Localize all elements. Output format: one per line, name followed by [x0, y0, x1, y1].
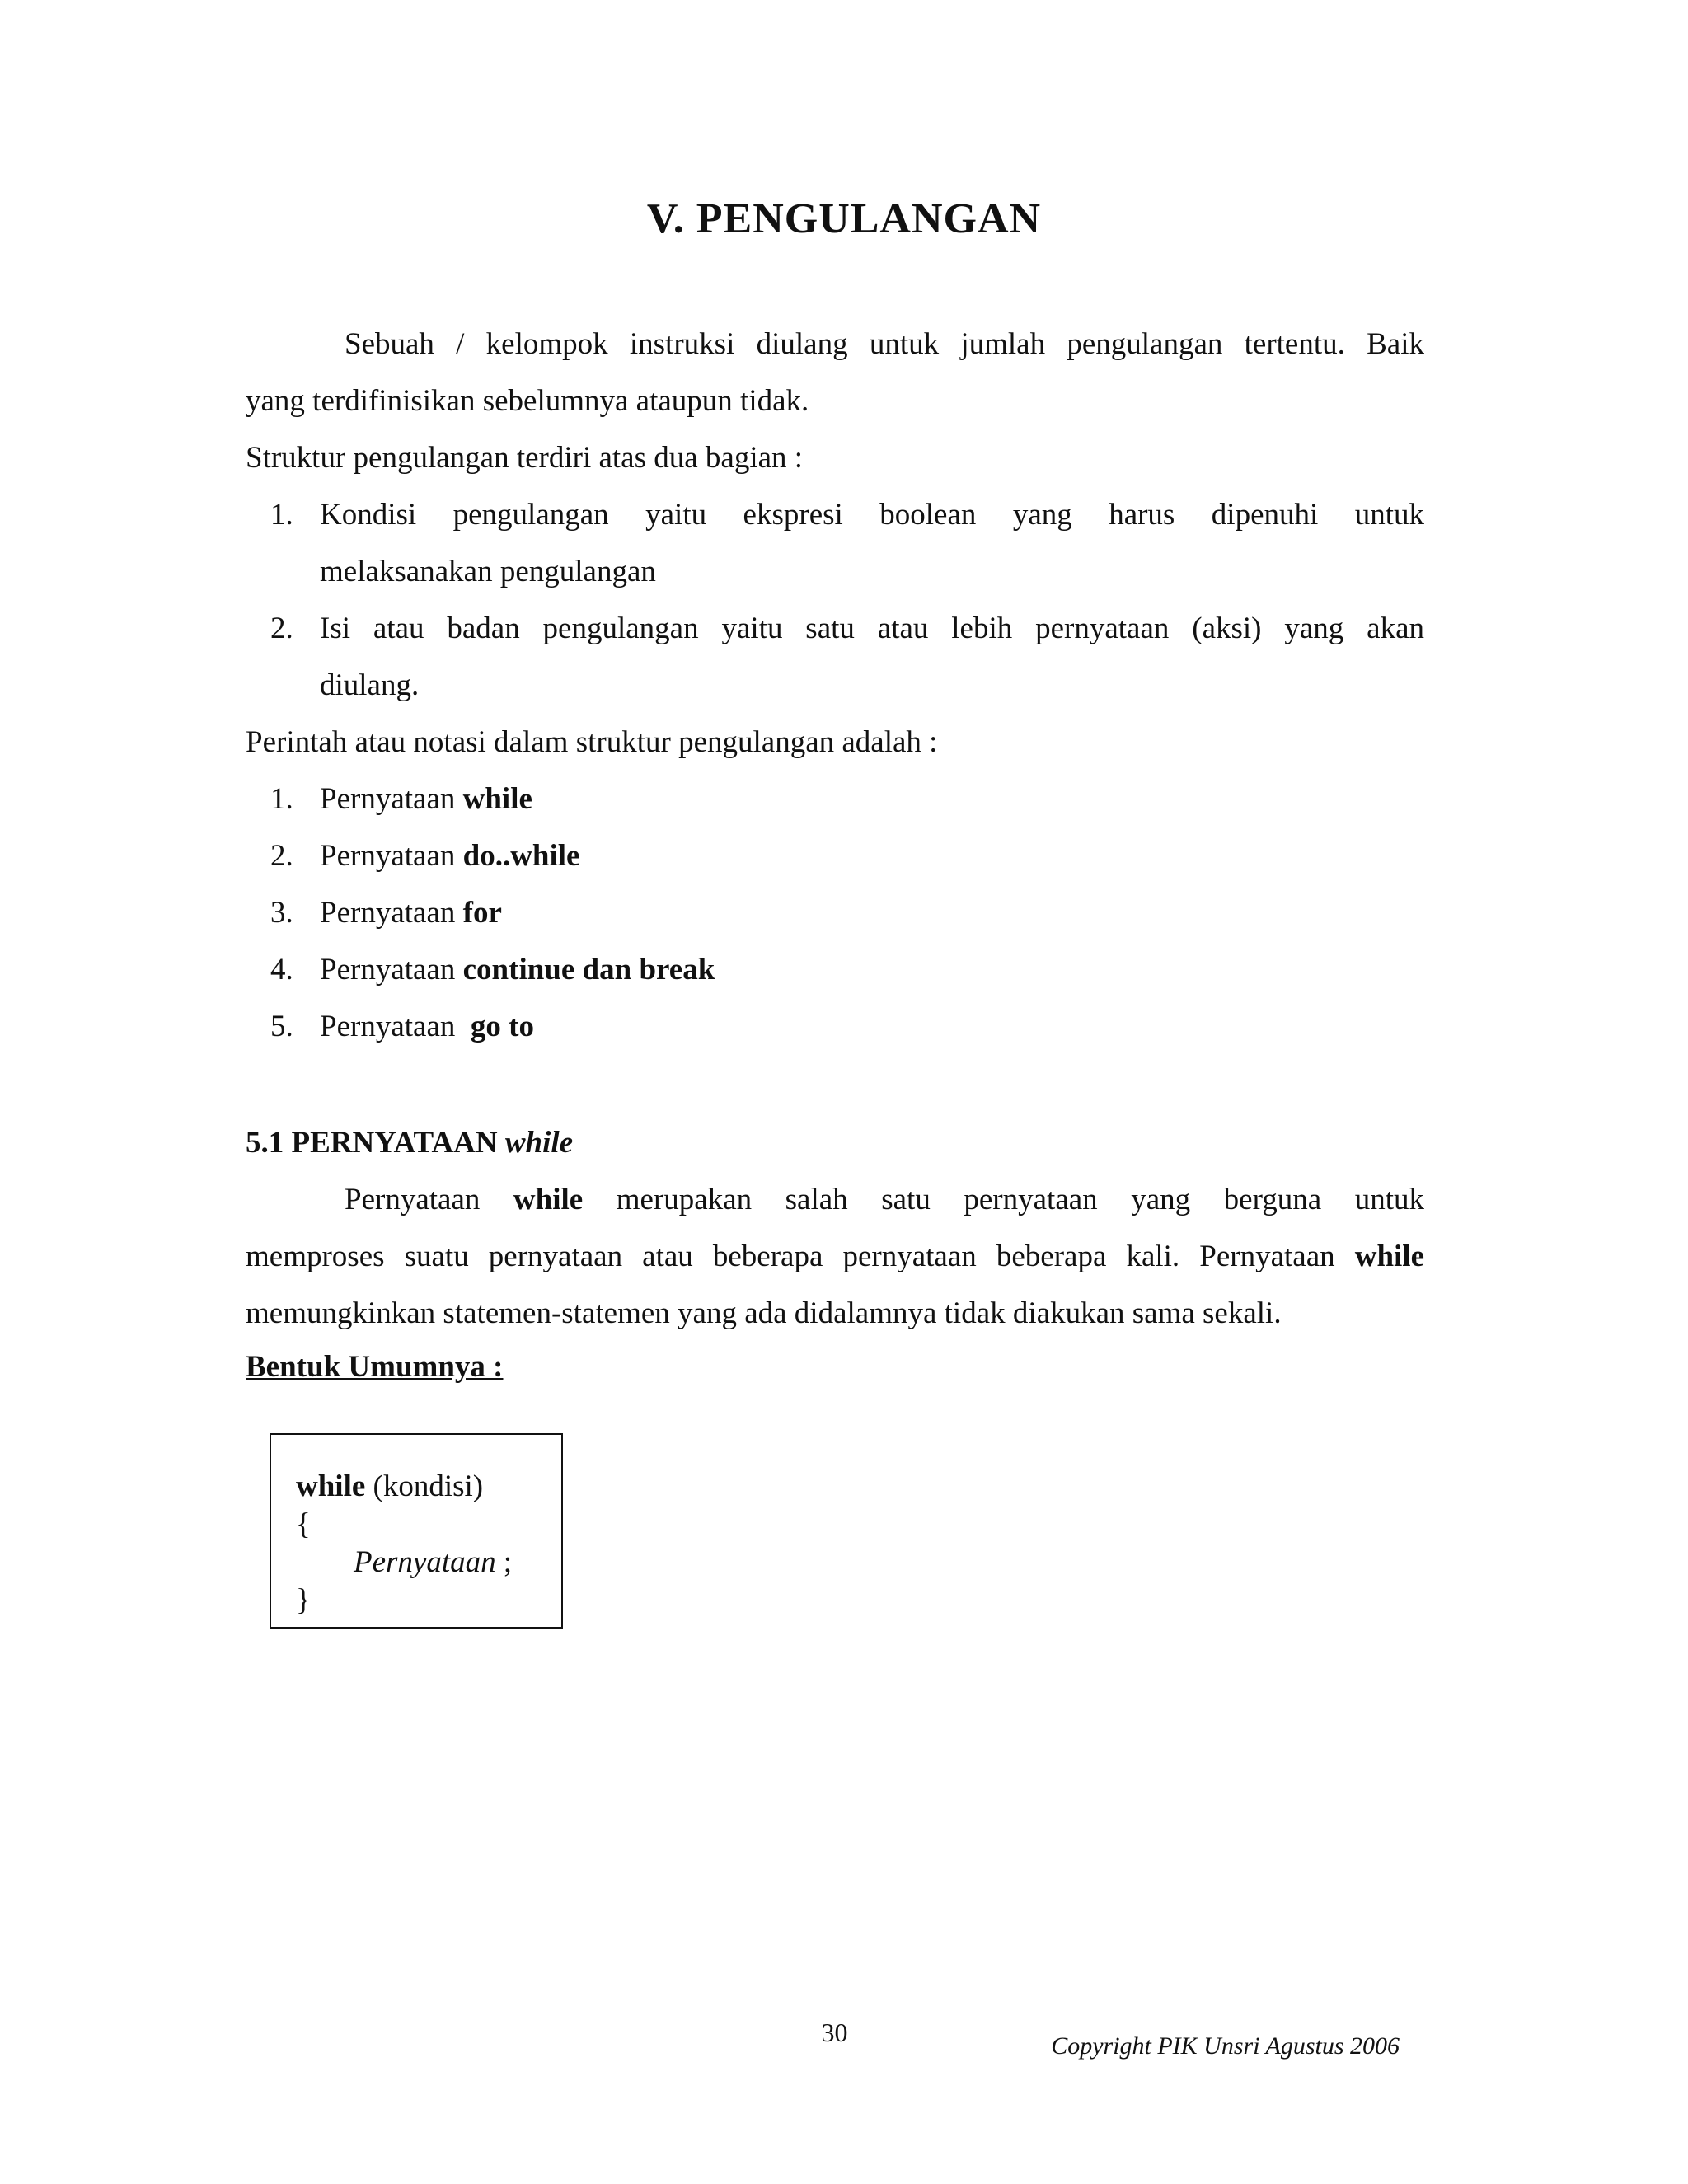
list-number: 4.: [270, 953, 293, 987]
command-prefix: Pernyataan: [320, 896, 463, 930]
while-paragraph-line-1: [246, 1171, 1424, 1228]
page-title: V. PENGULANGAN: [646, 195, 1042, 242]
section-heading-prefix: 5.1 PERNYATAAN: [246, 1126, 505, 1160]
loop-parts-list: [246, 486, 1424, 714]
general-form-heading: Bentuk Umumnya :: [246, 1350, 504, 1384]
keyword: while: [1354, 1240, 1424, 1273]
command-prefix: Pernyataan: [320, 953, 463, 987]
code-keyword: while: [296, 1469, 366, 1503]
intro-paragraph: [246, 316, 1424, 486]
commands-label: Perintah atau notasi dalam struktur pengulangan adalah :: [246, 725, 938, 759]
section-heading: [246, 1114, 573, 1171]
list-number: 2.: [270, 839, 293, 873]
code-line: [296, 1544, 561, 1582]
intro-line-1: Sebuah / kelompok instruksi diulang untuk jumlah pengulangan tertentu. Baik: [345, 327, 1424, 361]
code-statement: Pernyataan: [354, 1545, 496, 1579]
syntax-box: [270, 1433, 563, 1629]
code-condition: (kondisi): [365, 1469, 484, 1503]
structure-label: Struktur pengulangan terdiri atas dua bagian :: [246, 441, 804, 475]
list-item: [246, 941, 1424, 998]
while-paragraph: [246, 1171, 1424, 1342]
list-item: [246, 486, 1424, 600]
list-item-line: melaksanakan pengulangan: [320, 555, 656, 588]
list-number: 2.: [270, 612, 293, 645]
code-semicolon: ;: [495, 1545, 513, 1579]
command-prefix: Pernyataan: [320, 782, 463, 816]
command-prefix: Pernyataan: [320, 839, 463, 873]
list-item: [246, 771, 1424, 827]
list-item: [246, 884, 1424, 941]
command-prefix: Pernyataan: [320, 1010, 471, 1043]
intro-line-2: yang terdifinisikan sebelumnya ataupun tidak.: [246, 384, 809, 418]
section-heading-keyword: while: [504, 1126, 574, 1160]
commands-list: [246, 771, 1424, 1055]
list-number: 5.: [270, 1010, 293, 1043]
list-item-line: diulang.: [320, 668, 420, 702]
command-keyword: while: [462, 782, 532, 816]
code-line: [296, 1468, 561, 1506]
list-item-line: Kondisi pengulangan yaitu ekspresi boolean yang harus dipenuhi untuk: [320, 498, 1424, 532]
text-segment: Pernyataan: [345, 1183, 513, 1216]
command-keyword: go to: [470, 1010, 534, 1043]
while-paragraph-line-2: [246, 1228, 1424, 1285]
list-item: [246, 998, 1424, 1055]
list-number: 3.: [270, 896, 293, 930]
command-keyword: do..while: [462, 839, 580, 873]
list-item: [246, 827, 1424, 884]
command-keyword: for: [462, 896, 502, 930]
while-paragraph-line-3: memungkinkan statemen-statemen yang ada didalamnya tidak diakukan sama sekali.: [246, 1296, 1282, 1330]
keyword: while: [513, 1183, 584, 1216]
code-open-brace: {: [296, 1507, 311, 1541]
list-number: 1.: [270, 498, 293, 532]
list-number: 1.: [270, 782, 293, 816]
page-number: 30: [821, 2018, 848, 2047]
text-segment: merupakan salah satu pernyataan yang berguna untuk: [583, 1183, 1425, 1216]
code-close-brace: }: [296, 1583, 311, 1617]
list-item-line: Isi atau badan pengulangan yaitu satu atau lebih pernyataan (aksi) yang akan: [320, 612, 1424, 645]
text-segment: memproses suatu pernyataan atau beberapa pernyataan beberapa kali. Pernyataan: [246, 1240, 1355, 1273]
command-keyword: continue dan break: [462, 953, 715, 987]
copyright-notice: Copyright PIK Unsri Agustus 2006: [1051, 2032, 1400, 2060]
list-item: [246, 600, 1424, 714]
